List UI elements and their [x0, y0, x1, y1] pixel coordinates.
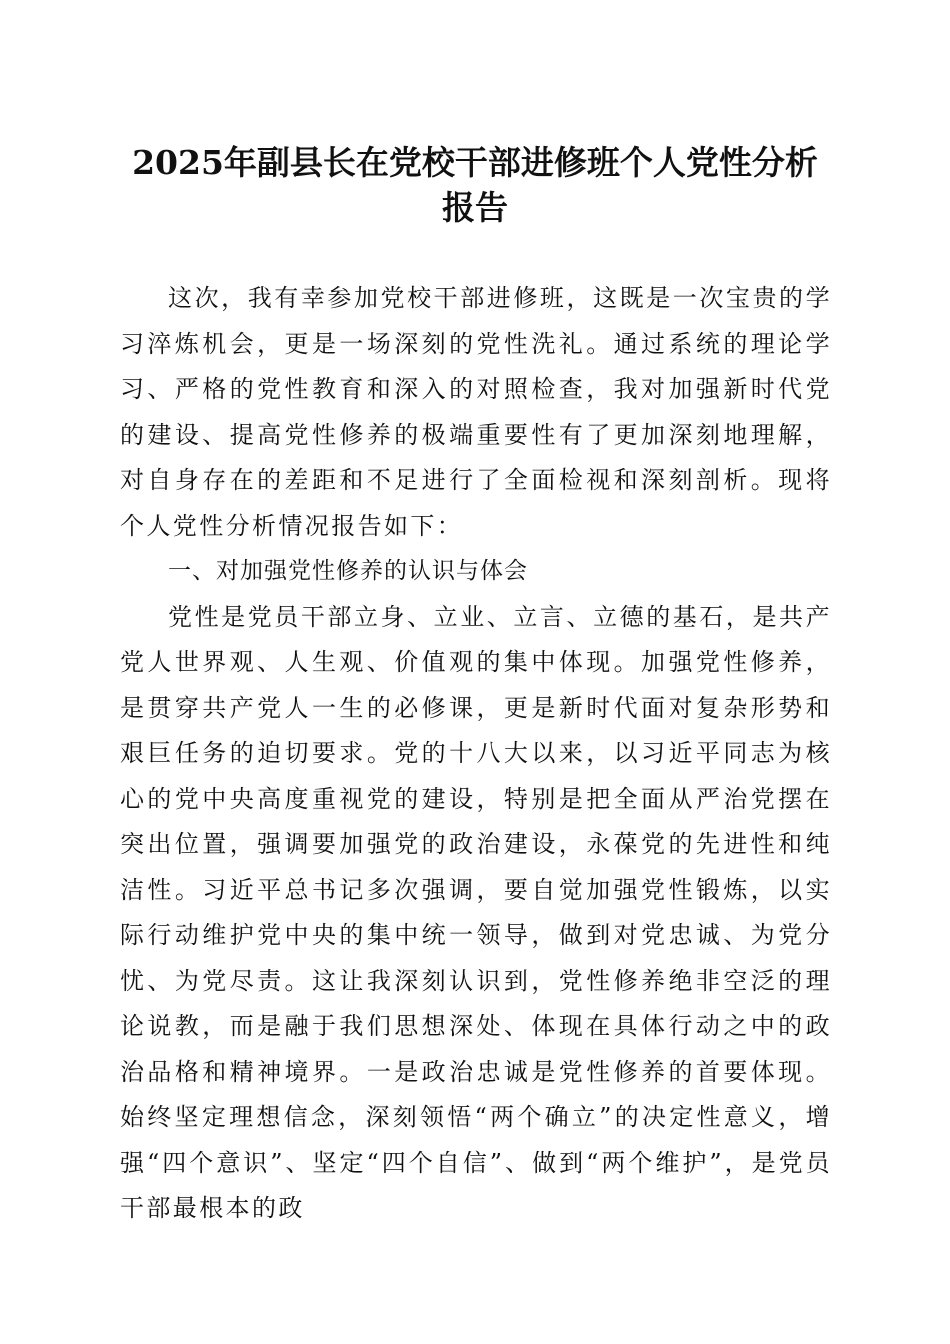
section-paragraph: 党性是党员干部立身、立业、立言、立德的基石，是共产党人世界观、人生观、价值观的集中体现。加强党性修养，是贯穿共产党人一生的必修课，更是新时代面对复杂形势和艰巨任务的迫切要求。党的十八大以来，以习近平同志为核心的党中央高度重视党的建设，特别是把全面从严治党摆在突出位置，强调要加强党的政治建设，永葆党的先进性和纯洁性。习近平总书记多次强调，要自觉加强党性锻炼，以实际行动维护党中央的集中统一领导，做到对党忠诚、为党分忧、为党尽责。这让我深刻认识到，党性修养绝非空泛的理论说教，而是融于我们思想深处、体现在具体行动之中的政治品格和精神境界。一是政治忠诚是党性修养的首要体现。始终坚定理想信念，深刻领悟“两个确立”的决定性意义，增强“四个意识”、坚定“四个自信”、做到“两个维护”，是党员干部最根本的政 — [120, 602, 832, 1222]
section-heading: 一、对加强党性修养的认识与体会 — [168, 558, 528, 584]
document-title: 2025年副县长在党校干部进修班个人党性分析报告 — [132, 143, 818, 227]
document-body — [120, 276, 832, 1232]
intro-paragraph: 这次，我有幸参加党校干部进修班，这既是一次宝贵的学习淬炼机会，更是一场深刻的党性洗礼。通过系统的理论学习、严格的党性教育和深入的对照检查，我对加强新时代党的建设、提高党性修养的极端重要性有了更加深刻地理解，对自身存在的差距和不足进行了全面检视和深刻剖析。现将个人党性分析情况报告如下： — [120, 284, 832, 540]
